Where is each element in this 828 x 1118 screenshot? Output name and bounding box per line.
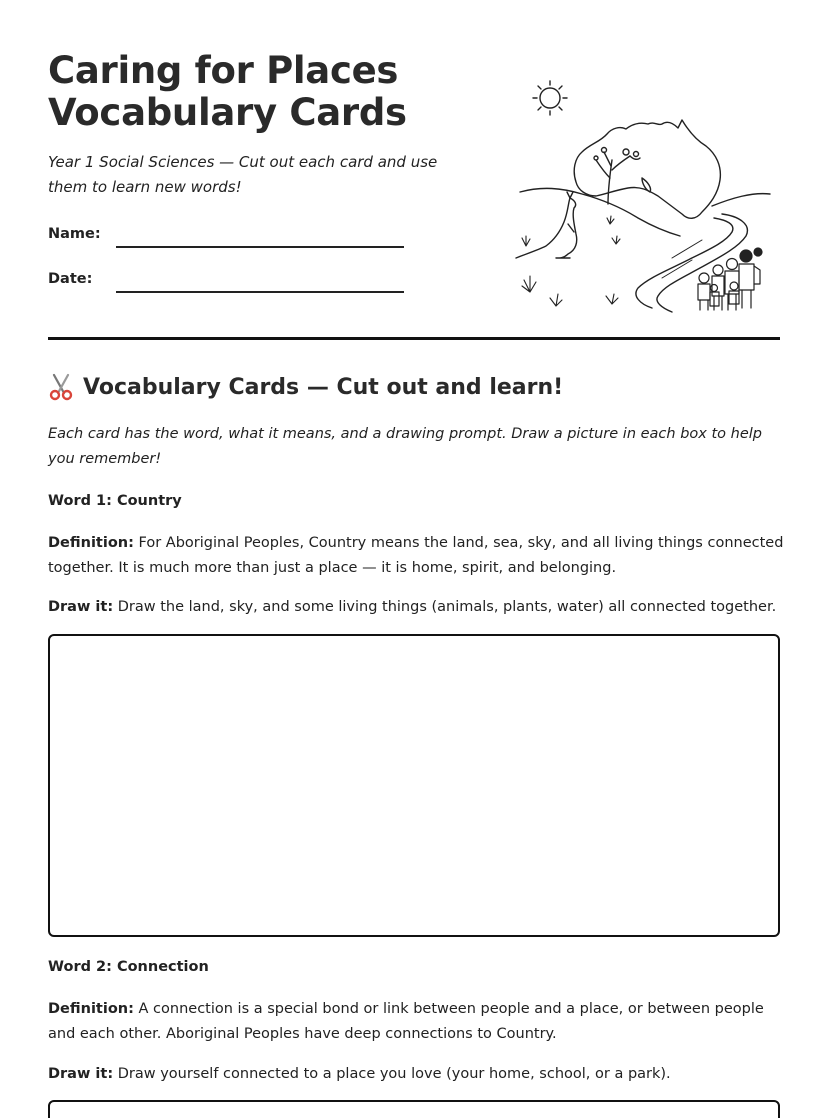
date-write-line[interactable]	[116, 291, 404, 293]
draw-prompt-text: Draw yourself connected to a place you love (your home, school, or a park).	[113, 1066, 671, 1082]
river	[636, 214, 747, 312]
word-1-definition	[48, 531, 788, 580]
page-title	[48, 50, 488, 134]
header-divider	[48, 337, 780, 340]
title-line-1: Caring for Places	[48, 49, 399, 92]
kangaroo-icon	[516, 192, 577, 258]
word-2-definition	[48, 997, 788, 1046]
draw-label: Draw it:	[48, 1066, 114, 1082]
title-line-2: Vocabulary Cards	[48, 91, 407, 134]
word-1-draw-prompt	[48, 595, 788, 620]
grass-tufts	[522, 216, 620, 306]
name-write-line[interactable]	[116, 246, 404, 248]
sun-icon	[533, 81, 567, 115]
country-illustration	[512, 74, 776, 318]
word-2-draw-prompt	[48, 1062, 788, 1087]
header	[48, 49, 488, 287]
definition-text: A connection is a special bond or link between people and a place, or between people and each other. Aboriginal Peoples have deep connections to Country.	[48, 1001, 764, 1042]
date-field	[48, 271, 404, 287]
word-1-heading: Word 1: Country	[48, 493, 182, 509]
group-of-people	[698, 248, 762, 310]
word-2-heading: Word 2: Connection	[48, 959, 209, 975]
section-heading	[48, 373, 563, 401]
definition-label: Definition:	[48, 535, 134, 551]
section-intro: Each card has the word, what it means, and a drawing prompt. Draw a picture in each box to help you remember!	[48, 426, 762, 467]
name-label: Name:	[48, 226, 101, 242]
word-1-drawing-box[interactable]	[48, 634, 780, 937]
scissors-icon	[48, 373, 74, 401]
definition-label: Definition:	[48, 1001, 134, 1017]
draw-label: Draw it:	[48, 599, 114, 615]
word-2-drawing-box[interactable]	[48, 1100, 780, 1118]
draw-prompt-text: Draw the land, sky, and some living things (animals, plants, water) all connected together.	[113, 599, 777, 615]
section-title-text: Vocabulary Cards — Cut out and learn!	[83, 374, 564, 400]
page-subtitle: Year 1 Social Sciences — Cut out each card and use them to learn new words!	[48, 153, 438, 196]
date-label: Date:	[48, 271, 93, 287]
definition-text: For Aboriginal Peoples, Country means the land, sea, sky, and all living things connected together. It is much more than just a place — it is home, spirit, and belonging.	[48, 535, 784, 576]
australia-outline	[574, 120, 720, 218]
name-field	[48, 226, 404, 242]
